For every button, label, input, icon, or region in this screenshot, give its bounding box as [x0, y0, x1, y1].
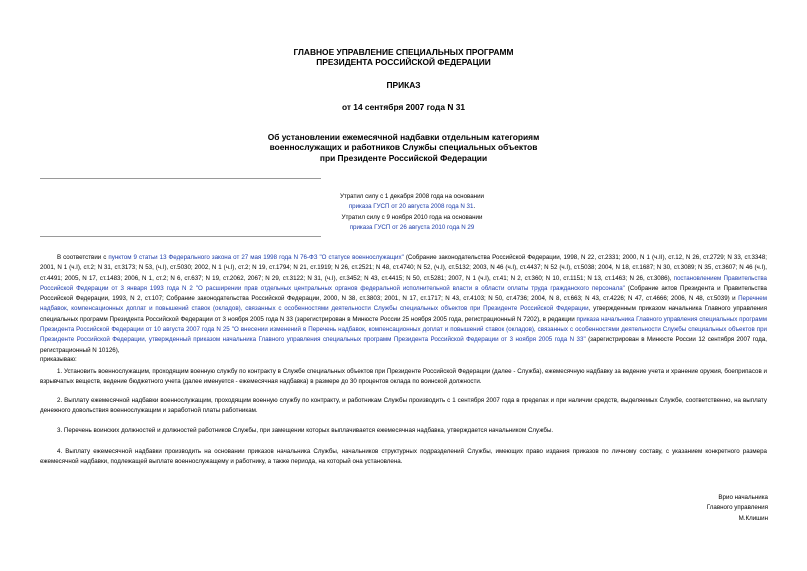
doc-type: ПРИКАЗ — [386, 80, 421, 90]
doc-date-number: от 14 сентября 2007 года N 31 — [341, 102, 466, 112]
link-order-25[interactable]: приказа начальника Главного управления специальных программ Президента Российской Федерации от 10 августа 2007 года N 25 "О внесении изменений в Перечень надбавок, компенсационных доплат и повышений ставок (окладов), связанных с особенностями деятельности Службы специальных объектов при Президенте Российской Федерации, утвержденный приказом начальника Главного управления специальных программ Президента Российской Федерации от 3 ноября 2005 года N 33" — [40, 315, 767, 344]
signature-name: М.Клишин — [738, 514, 768, 522]
signature-position-1: Врио начальника — [718, 494, 768, 501]
divider-bottom — [40, 236, 321, 237]
paragraph-4: 4. Выплату ежемесячной надбавки производить на основании приказов начальника Службы, начальников структурных подразделений Службы, имеющих право издания приказов по личному составу, с указанием конкретного размера ежемесячной надбавки, подлежащей выплате военнослужащему и работнику, а также периода, на который она установлена. — [40, 448, 767, 466]
repeal-note-1: Утратил силу с 1 декабря 2008 года на основании — [339, 193, 485, 200]
link-allowances-list[interactable]: Перечнем надбавок, компенсационных доплат и повышений ставок (окладов), связанных с особенностями деятельности Службы специальных объектов при Президенте Российской Федерации — [40, 295, 767, 313]
repeal-note-2: Утратил силу с 9 ноября 2010 года на основании — [341, 213, 483, 221]
doc-title-line1: Об установлении ежемесячной надбавки отдельным категориям — [267, 132, 540, 142]
signature-block — [600, 493, 768, 524]
org-name-line1: ГЛАВНОЕ УПРАВЛЕНИЕ СПЕЦИАЛЬНЫХ ПРОГРАММ — [293, 47, 514, 57]
link-federal-law-76fz[interactable]: пунктом 9 статьи 13 Федерального закона от 27 мая 1998 года N 76-ФЗ "О статусе военнослужащих" — [108, 254, 404, 261]
repeal-link-1[interactable]: приказа ГУСП от 20 августа 2008 года N 31 — [348, 203, 474, 211]
paragraph-3: 3. Перечень воинских должностей и должностей работников Службы, при замещении которых выплачивается ежемесячная надбавка, утверждается начальником Службы. — [57, 427, 554, 434]
divider-top — [40, 178, 321, 179]
paragraph-1: 1. Установить военнослужащим, проходящим военную службу по контракту в Службе специальных объектов при Президенте Российской Федерации (далее - Служба), ежемесячную надбавку за ведение учета и хранение оружия, боеприпасов и взрывчатых веществ, ведение бюджетного учета (далее именуется - ежемесячная надбавка) в размере до 30 процентов оклада по воинской должности. — [40, 368, 767, 386]
org-name-line2: ПРЕЗИДЕНТА РОССИЙСКОЙ ФЕДЕРАЦИИ — [316, 57, 491, 67]
preamble-paragraph: В соответствии с пунктом 9 статьи 13 Федерального закона от 27 мая 1998 года N 76-ФЗ "О статусе военнослужащих" (Собрание законодательства Российской Федерации, 1998, N 22, ст.2331; 2000, N 1 (ч.II), ст.12, N 26, ст.2729; N 33, ст.3348; 2001, N 1 (ч.I), ст.2; N 31, ст.3173; N 53, (ч.I), ст.5030; 2002, N 1 (ч.I), ст.2; N 19, ст.1794; N 21, ст.1919; N 26, ст.2521; N 48, ст.4740; N 52, (ч.I), ст.5132; 2003, N 46 (ч.I), ст.4437; N 52 (ч.I), ст.5038; 2004, N 18, ст.1687; N 30, ст.3089; N 35, ст.3607; N 46 (ч.I), ст.4491; 2005, N 17, ст.1483; 2006, N 1, ст.2; N 6, ст.637; N 19, ст.2062, 2067; N 29, ст.3122; N 31, (ч.I), ст.3452; N 43, ст.4415; N 50, ст.5281; 2007, N 1 (ч.I), ст.41; N 2, ст.360; N 10, ст.1151; N 13, ст.1463; N 26, ст.3086), постановлением Правительства Российской Федерации от 3 января 1993 года N 2 "О расширении прав отдельных центральных органов федеральной исполнительной власти в области оплаты труда гражданского персонала" (Собрание актов Президента и Правительства Российской Федерации, 1993, N 2, ст.107; Собрание законодательства Российской Федерации, 2000, N 38, ст.3803; 2001, N 17, ст.1717; N 43, ст.4103; N 50, ст.4736; 2004, N 8, ст.663; N 43, ст.4226; N 47, ст.4666; 2006, N 48, ст.5039) и Перечнем надбавок, компенсационных доплат и повышений ставок (окладов), связанных с особенностями деятельности Службы специальных объектов при Президенте Российской Федерации, утвержденным приказом начальника Главного управления специальных программ Президента Российской Федерации от 3 ноября 2005 года N 33 (зарегистрирован в Минюсте России 25 ноября 2005 года, регистрационный N 7202), в редакции приказа начальника Главного управления специальных программ Президента Российской Федерации от 10 августа 2007 года N 25 "О внесении изменений в Перечень надбавок, компенсационных доплат и повышений ставок (окладов), связанных с особенностями деятельности Службы специальных объектов при Президенте Российской Федерации, утвержденный приказом начальника Главного управления специальных программ Президента Российской Федерации от 3 ноября 2005 года N 33" (зарегистрирован в Минюсте России 12 сентября 2007 года, регистрационный N 10126), — [40, 254, 767, 354]
paragraph-2: 2. Выплату ежемесячной надбавки военнослужащим, проходящим военную службу по контракту, и работникам Службы производить с 1 сентября 2007 года в пределах и при наличии средств, выделяемых Службе, соответственно, на выплату денежного довольствия военнослужащим и заработной платы работникам. — [40, 397, 767, 415]
repeal-link-2[interactable]: приказа ГУСП от 26 августа 2010 года N 29 — [349, 223, 475, 231]
order-word: приказываю: — [40, 356, 77, 363]
repeal-notes: Утратил силу с 1 декабря 2008 года на основании приказа ГУСП от 20 августа 2008 года N 31. Утратил силу с 9 ноября 2010 года на основании приказа ГУСП от 26 августа 2010 года N 29 — [322, 192, 502, 233]
signature-position-2: Главного управления — [706, 504, 768, 512]
doc-title-line3: при Президенте Российской Федерации — [319, 153, 488, 163]
doc-title-line2: военнослужащих и работников Службы специальных объектов — [269, 142, 538, 152]
link-government-decree-2[interactable]: постановлением Правительства Российской Федерации от 3 января 1993 года N 2 "О расширении прав отдельных центральных органов федеральной исполнительной власти в области оплаты труда гражданского персонала" — [40, 274, 767, 292]
